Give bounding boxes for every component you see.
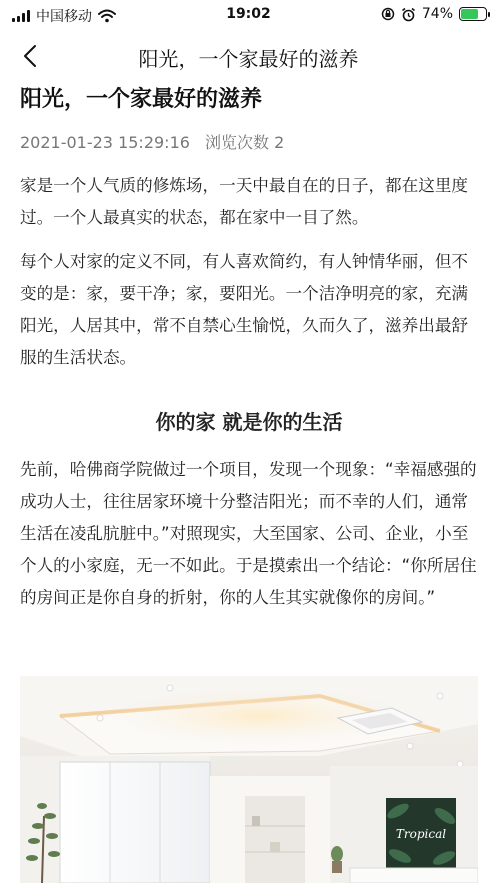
battery-percent: 74% <box>421 6 453 22</box>
article-photo <box>20 676 478 883</box>
section-heading: 你的家 就是你的生活 <box>155 410 343 434</box>
article-paragraph: 先前，哈佛商学院做过一个项目，发现一个现象：“幸福感强的成功人士，往往居家环境十分整洁阳光；而不幸的人们，通常生活在凌乱肮脏中。”对照现实，大至国家、公司、企业，小至个人的小家庭，无一不如此。于是摸索出一个结论：“你所居住的房间正是你自身的折射，你的人生其实就像你的房间。” <box>20 460 477 607</box>
nav-title: 阳光，一个家最好的滋养 <box>138 47 359 71</box>
battery-icon <box>459 7 487 21</box>
article-title: 阳光，一个家最好的滋养 <box>20 87 263 112</box>
battery-fill <box>461 9 478 19</box>
sign-text: Tropical <box>395 827 447 841</box>
views-label: 浏览次数 <box>205 133 270 152</box>
status-bar <box>0 0 497 30</box>
article-paragraph: 每个人对家的定义不同，有人喜欢简约，有人钟情华丽，但不变的是：家，要干净；家，要阳光。一个洁净明亮的家，充满阳光，人居其中，常不自禁心生愉悦，久而久了，滋养出最舒服的生活状态。 <box>20 252 469 367</box>
rotation-lock-icon <box>381 7 395 21</box>
chevron-left-icon <box>23 44 37 68</box>
status-time: 19:02 <box>226 6 271 22</box>
interior-photo-illustration <box>20 676 478 883</box>
article-meta <box>20 130 478 156</box>
carrier-label: 中国移动 <box>36 9 92 25</box>
alarm-icon <box>401 7 416 22</box>
article-paragraph: 家是一个人气质的修炼场，一天中最自在的日子，都在这里度过。一个人最真实的状态，都在家中一目了然。 <box>20 176 469 227</box>
back-button[interactable] <box>14 38 46 74</box>
nav-bar <box>0 32 497 80</box>
status-right <box>381 6 487 22</box>
article-date: 2021-01-23 15:29:16 <box>20 133 190 152</box>
article <box>20 84 478 614</box>
views-count: 2 <box>274 133 285 152</box>
